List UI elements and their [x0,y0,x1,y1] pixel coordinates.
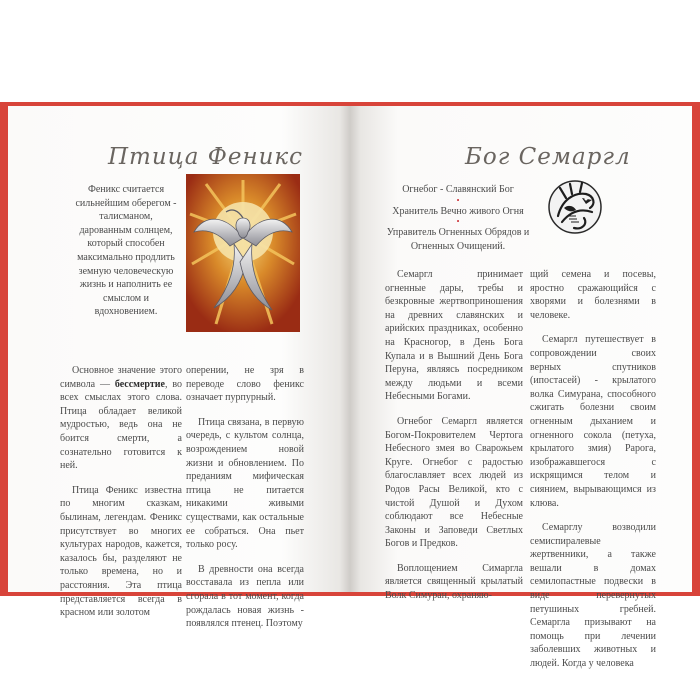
paragraph: В древности она всегда восставала из пепла или сгорала в тот момент, когда рождалась новая жизнь - появлялся птенец. Поэтому [186,563,304,630]
phoenix-illustration [186,174,300,332]
left-page-title: Птица Феникс [108,144,304,170]
paragraph: оперении, не зря в переводе слово феникс означает пурпурный. [186,365,304,404]
paragraph: щий семена и посевы, яростно сражающийся с хворями и болезнями в человеке. [530,269,656,321]
right-column-2 [530,268,656,682]
right-column-1 [385,268,523,614]
epithet: Хранитель Вечно живого Огня [392,205,524,217]
paragraph: Семаргл принимает огненные дары, требы и безкровные жертвоприношения на древних славянских и арийских праздниках, особенно на Красногор, в День Бога Купала и в Вышний День Бога Перуна, являясь посредником между людьми и всеми Небесными Богами. [385,269,523,403]
semargl-epithets [370,183,546,253]
right-page [350,106,692,670]
text-run: Основное значение этого символа — [60,365,182,390]
book-spread [0,102,700,670]
paragraph [60,364,182,473]
paragraph: Семарглу возводили семиспиралевые жертвенники, а также вешали в домах семилопастные подвески в виде перевернутых петушиных гребней. Семаргла призывают на помощь при лечении заболевших животных и людей. Когда у человека [530,522,656,670]
epithet: Управитель Огненных Обрядов и Огненных Очищений. [386,227,530,252]
paragraph: Воплощением Симаргла является священный крылатый Волк Симуран, охраняю- [385,562,523,602]
bold-word: бессмертие [114,378,165,390]
semargl-emblem [546,178,604,236]
left-column-2 [186,364,304,642]
left-column-1 [60,364,182,631]
text-run: , во всех смыслах этого слова. Птица обладает великой мудростью, ведь она не боится смерти, а сознательно готовится к ней. [60,378,182,472]
separator-dot: • [456,217,460,227]
separator-dot: • [456,195,460,205]
paragraph: Огнебог Семаргл является Богом-Покровителем Чертога Небесного змея во Сварожьем Круге. Огнебог с радостью благославляет всех людей из Родов Расы Великой, кто с чистой Душой и Духом соблюдают все Небесные Законы и Заповеди Светлых Богов и Предков. [385,415,523,550]
phoenix-intro: Феникс считается сильнейшим оберегом - талисманом, дарованным солнцем, который способен максимально продлить земную человеческую жизнь и наполнить ее смыслом и вдохновением. [75,184,177,318]
epithet: Огнебог - Славянский Бог [402,184,514,195]
paragraph: Семаргл путешествует в сопровождении своих верных спутников (ипостасей) - крылатого волка Симурана, способного сжигать болезни своим огненным дыханием и огненного сокола (петуха, крылатого змия) Рарога, изображавшегося с искрящимся телом и сиянием, вырывающимся из клюва. [530,334,656,509]
paragraph: Птица связана, в первую очередь, с культом солнца, возрождением новой жизни и обновлением. По преданиям мифическая птица не питается никакими живыми существами, как остальные ее собраться. Она пьет только росу. [186,416,304,551]
left-page [8,106,350,630]
paragraph: Птица Феникс известна по многим сказкам, былинам, легендам. Феникс присутствует во многих культурах народов, кажется, казалось бы, разделяют не только времена, но и расстояния. Эта птица представляется всегда в красном или золотом [60,484,182,619]
right-page-title: Бог Семаргл [465,144,631,170]
